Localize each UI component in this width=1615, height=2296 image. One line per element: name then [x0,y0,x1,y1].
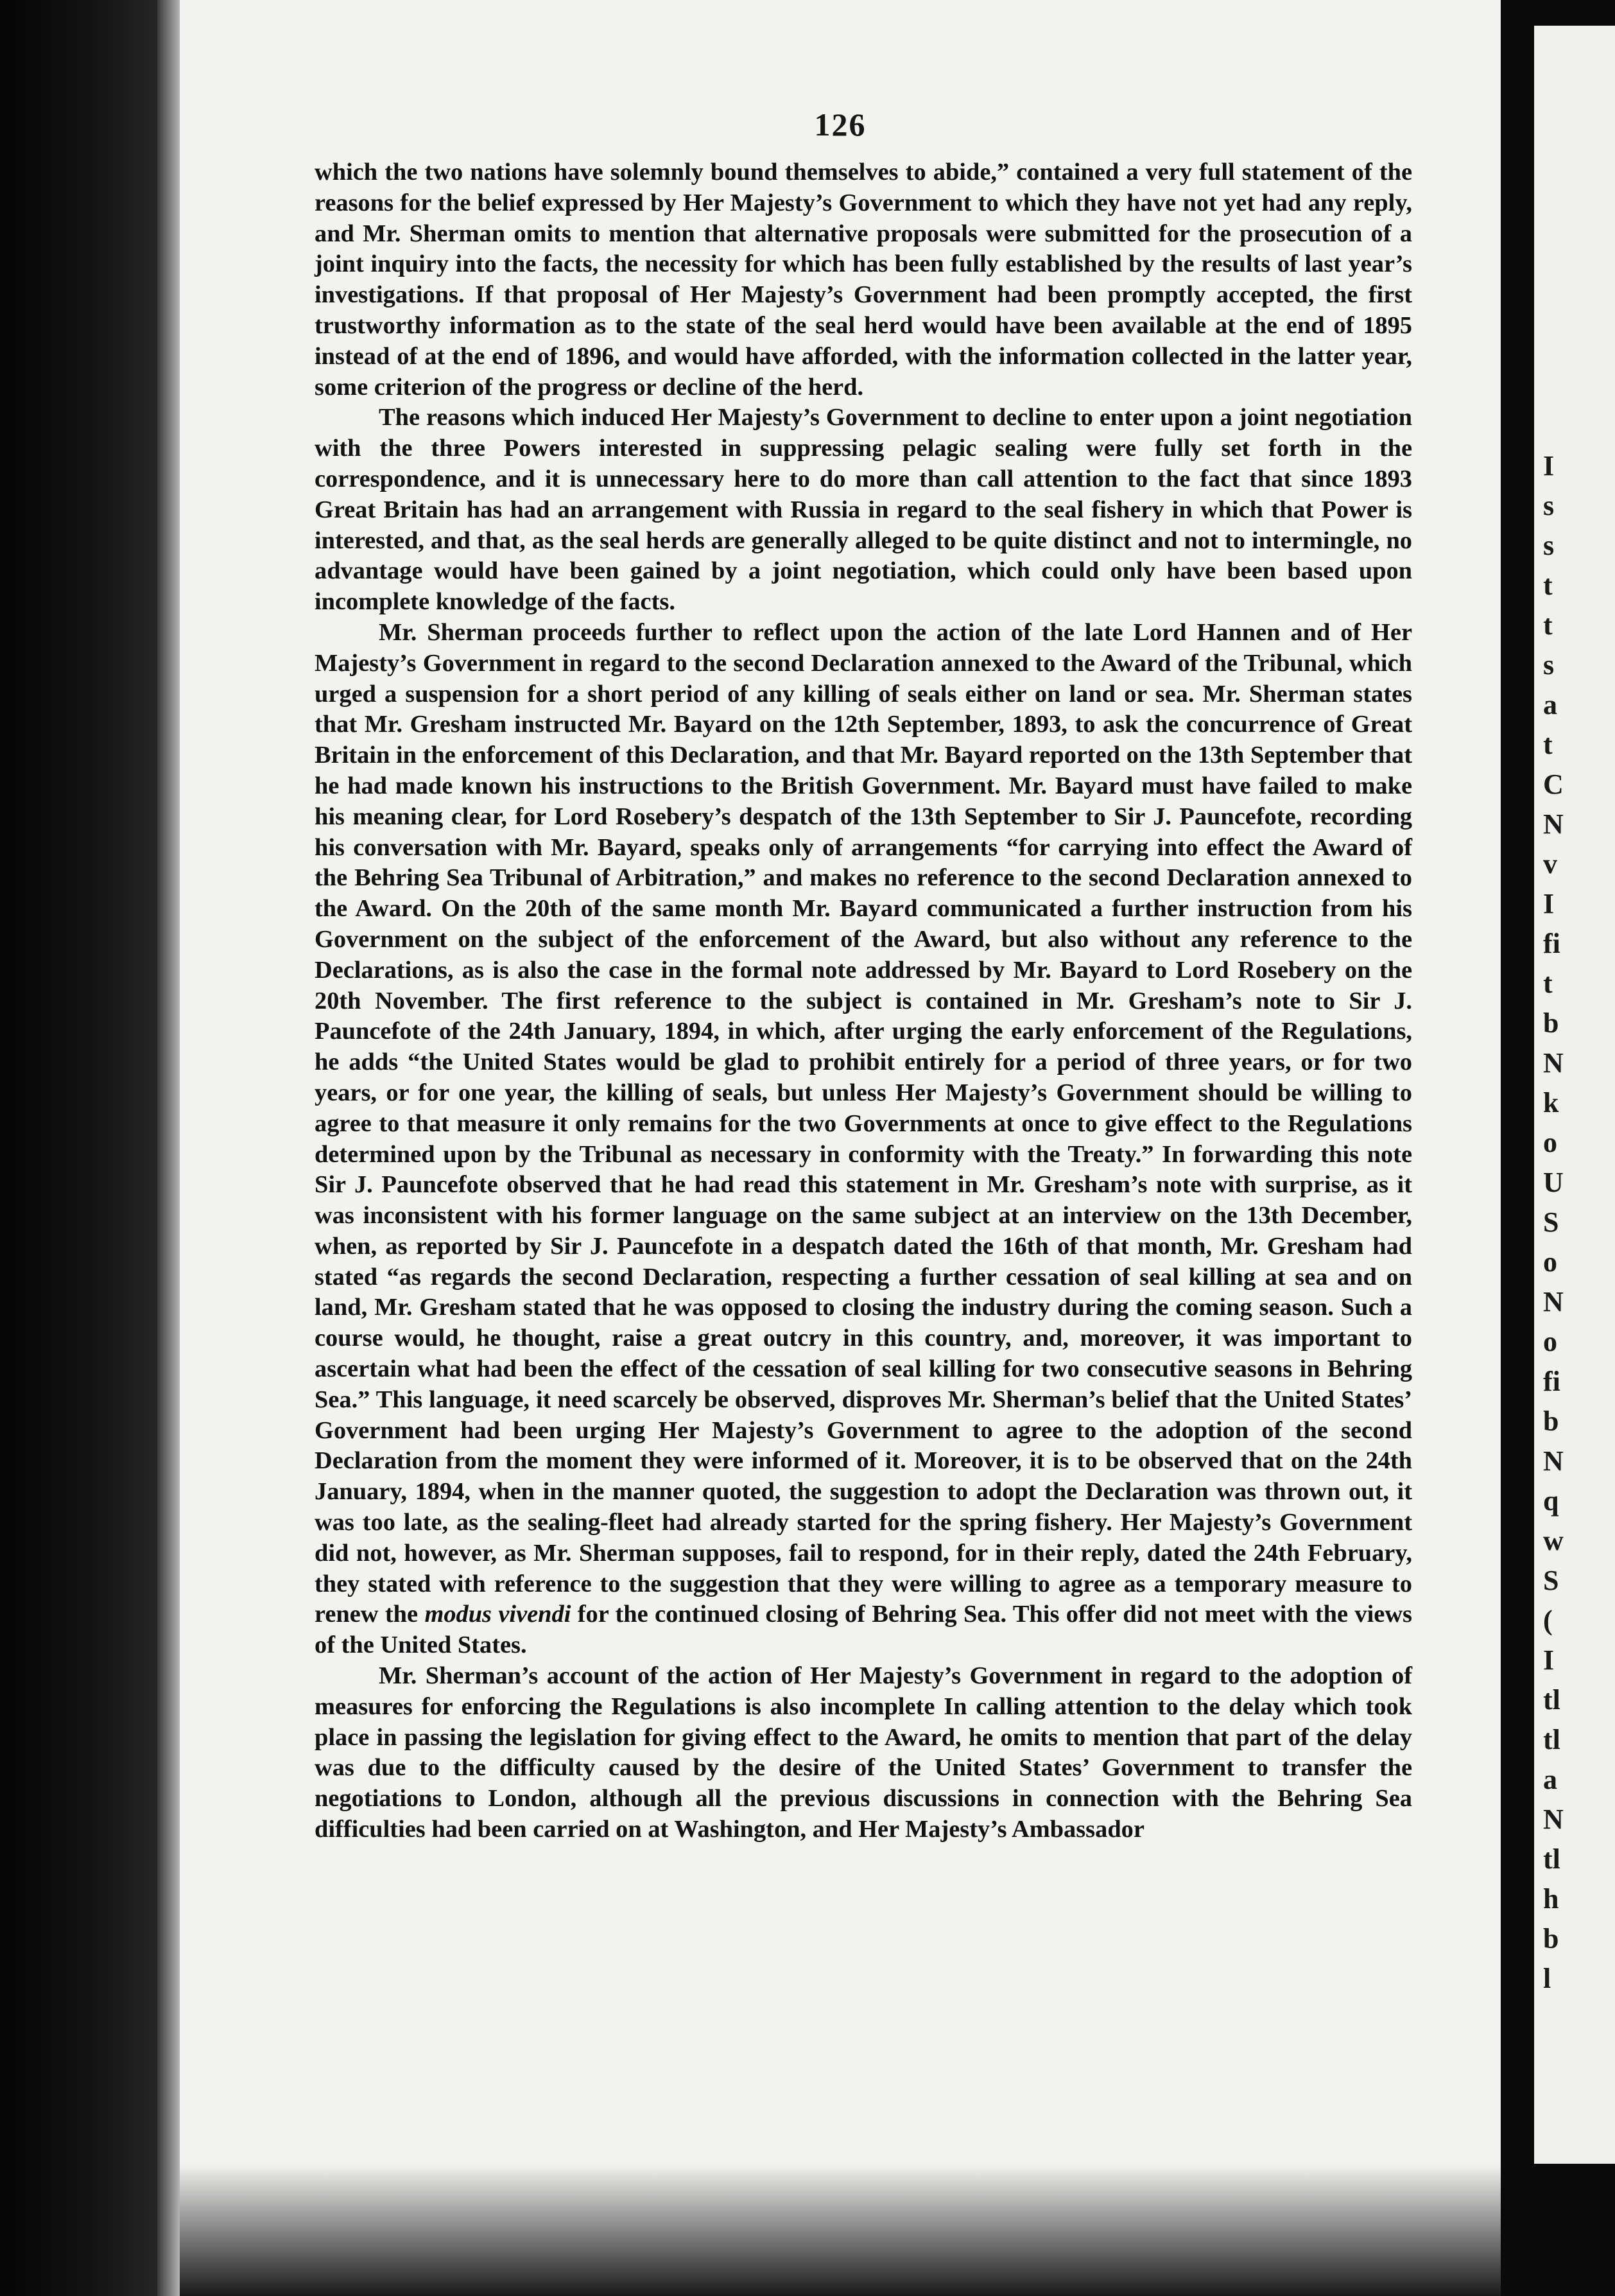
adjacent-page-fragment: fi [1543,928,1560,959]
paragraph-2: The reasons which induced Her Majesty’s Government to decline to enter upon a joint negotiation with the three Powers interested in suppressing pelagic sealing were fully set forth in the correspondence, and it is unnecessary here to do more than call attention to the fact that since 1893 Great Britain has had an arrangement with Russia in regard to the seal fishery in which that Power is interested, and that, as the seal herds are generally alleged to be quite distinct and not to intermingle, no advantage would have been gained by a joint negotiation, which could only have been based upon incomplete knowledge of the facts. [315,404,1412,616]
page-body [315,157,1412,1845]
italic-phrase: modus vivendi [424,1601,571,1628]
adjacent-page-fragment: a [1543,1764,1557,1795]
adjacent-page-fragment: w [1543,1525,1564,1556]
adjacent-page-fragment: a [1543,689,1557,720]
adjacent-page-fragment: fi [1543,1366,1560,1397]
adjacent-page-fragment: b [1543,1923,1559,1954]
adjacent-page-fragment: N [1543,808,1564,840]
adjacent-page-edge [1534,26,1615,2164]
book-gutter [157,0,182,2296]
adjacent-page-fragment: I [1543,1644,1555,1676]
page-bottom-shadow [180,2164,1501,2296]
adjacent-page-fragment: s [1543,530,1555,561]
paragraph-3-tail: for the continued closing of Behring Sea. This offer did not meet with the views of the United States. [315,1601,1412,1659]
document-page [180,0,1501,2296]
adjacent-page-fragment: S [1543,1206,1559,1238]
adjacent-page-fragment: s [1543,490,1555,521]
adjacent-page-fragment: tl [1543,1843,1560,1875]
scan-left-edge [0,0,160,2296]
adjacent-page-fragment: tl [1543,1684,1560,1716]
adjacent-page-fragment: t [1543,570,1553,601]
adjacent-page-fragment: s [1543,649,1555,681]
adjacent-page-fragment: v [1543,848,1557,880]
adjacent-page-fragment: N [1543,1286,1564,1318]
adjacent-page-fragment: N [1543,1047,1564,1079]
adjacent-page-fragment: t [1543,968,1553,999]
adjacent-page-fragment: o [1543,1326,1557,1357]
adjacent-page-fragment: t [1543,609,1553,641]
adjacent-page-fragment: o [1543,1246,1557,1278]
adjacent-page-fragment: tl [1543,1724,1560,1755]
adjacent-page-fragment: I [1543,888,1555,919]
paragraph-3 [315,618,1412,1661]
adjacent-page-fragment: b [1543,1007,1559,1039]
adjacent-page-fragment: k [1543,1087,1559,1118]
adjacent-page-fragment: o [1543,1127,1557,1158]
adjacent-page-fragment: U [1543,1167,1564,1198]
adjacent-page-fragment: b [1543,1405,1559,1437]
paragraph-4: Mr. Sherman’s account of the action of Her Majesty’s Government in regard to the adoption of measures for enforcing the Regulations is also incomplete In calling attention to the delay which took place in passing the legislation for giving effect to the Award, he omits to mention that part of the delay was due to the difficulty caused by the desire of the United States’ Government to transfer the negotiations to London, although all the previous discussions in connection with the Behring Sea difficulties had been carried on at Washington, and Her Majesty’s Ambassador [315,1662,1412,1843]
page-divider [1501,0,1534,2296]
adjacent-page-fragment: N [1543,1804,1564,1835]
adjacent-page-fragment: S [1543,1565,1559,1596]
adjacent-page-fragment: h [1543,1883,1559,1915]
adjacent-page-fragment: l [1543,1963,1551,1994]
paragraph-1: which the two nations have solemnly bound themselves to abide,” contained a very full statement of the reasons for the belief expressed by Her Majesty’s Government to which they have not yet had any reply, and Mr. Sherman omits to mention that alternative proposals were submitted for the prosecution of a joint inquiry into the facts, the necessity for which has been fully established by the results of last year’s investigations. If that proposal of Her Majesty’s Government had been promptly accepted, the first trustworthy information as to the state of the seal herd would have been available at the end of 1895 instead of at the end of 1896, and would have afforded, with the information collected in the latter year, some criterion of the progress or decline of the herd. [315,159,1412,401]
adjacent-page-fragment: t [1543,729,1553,760]
paragraph-3-main: Mr. Sherman proceeds further to reflect upon the action of the late Lord Hannen and of Her Majesty’s Government in regard to the second Declaration annexed to the Award of the Tribunal, which urged a suspension for a short period of any killing of seals either on land or sea. Mr. Sherman states that Mr. Gresham instructed Mr. Bayard on the 12th September, 1893, to ask the concurrence of Great Britain in the enforcement of this Declaration, and that Mr. Bayard reported on the 13th September that he had made known his instructions to the British Government. Mr. Bayard must have failed to make his meaning clear, for Lord Rosebery’s despatch of the 13th September to Sir J. Pauncefote, recording his conversation with Mr. Bayard, speaks only of arrangements “for carrying into effect the Award of the Behring Sea Tribunal of Arbitration,” and makes no reference to the second Declaration annexed to the Award. On the 20th of the same month Mr. Bayard communicated a further instruction from his Government on the subject of the enforcement of the Award, but also without any reference to the Declarations, as is also the case in the formal note addressed by Mr. Bayard to Lord Rosebery on the 20th November. The first reference to the subject is contained in Mr. Gresham’s note to Sir J. Pauncefote of the 24th January, 1894, in which, after urging the early enforcement of the Regulations, he adds “the United States would be glad to prohibit entirely for a period of three years, or for two years, or for one year, the killing of seals, but unless Her Majesty’s Government should be willing to agree to that measure it only remains for the two Governments at once to give effect to the Regulations determined upon by the Tribunal as necessary in conformity with the Treaty.” In forwarding this note Sir J. Pauncefote observed that he had read this statement in Mr. Gresham’s note with surprise, as it was inconsistent with his former language on the same subject at an interview on the 13th December, when, as reported by Sir J. Pauncefote in a despatch dated the 16th of that month, Mr. Gresham had stated “as regards the second Declaration, respecting a further cessation of seal killing at sea and on land, Mr. Gresham stated that he was opposed to closing the industry during the coming season. Such a course would, he thought, raise a great outcry in this country, and, moreover, it was important to ascertain what had been the effect of the cessation of seal killing for two consecutive seasons in Behring Sea.” This language, it need scarcely be observed, disproves Mr. Sherman’s belief that the United States’ Government had been urging Her Majesty’s Government to agree to the adoption of the second Declaration from the moment they were informed of it. Moreover, it is to be observed that on the 24th January, 1894, when in the manner quoted, the suggestion to adopt the Declaration was thrown out, it was too late, as the sealing-fleet had already started for the spring fishery. Her Majesty’s Government did not, however, as Mr. Sherman supposes, fail to respond, for in their reply, dated the 24th February, they stated with reference to the suggestion that they were willing to agree as a temporary measure to renew the [315,618,1412,1628]
adjacent-page-fragment: C [1543,769,1564,800]
adjacent-page-fragment: I [1543,450,1555,482]
page-number: 126 [814,107,867,143]
adjacent-page-fragment: N [1543,1445,1564,1477]
adjacent-page-fragment: q [1543,1485,1559,1517]
adjacent-page-fragment: ( [1543,1605,1553,1636]
